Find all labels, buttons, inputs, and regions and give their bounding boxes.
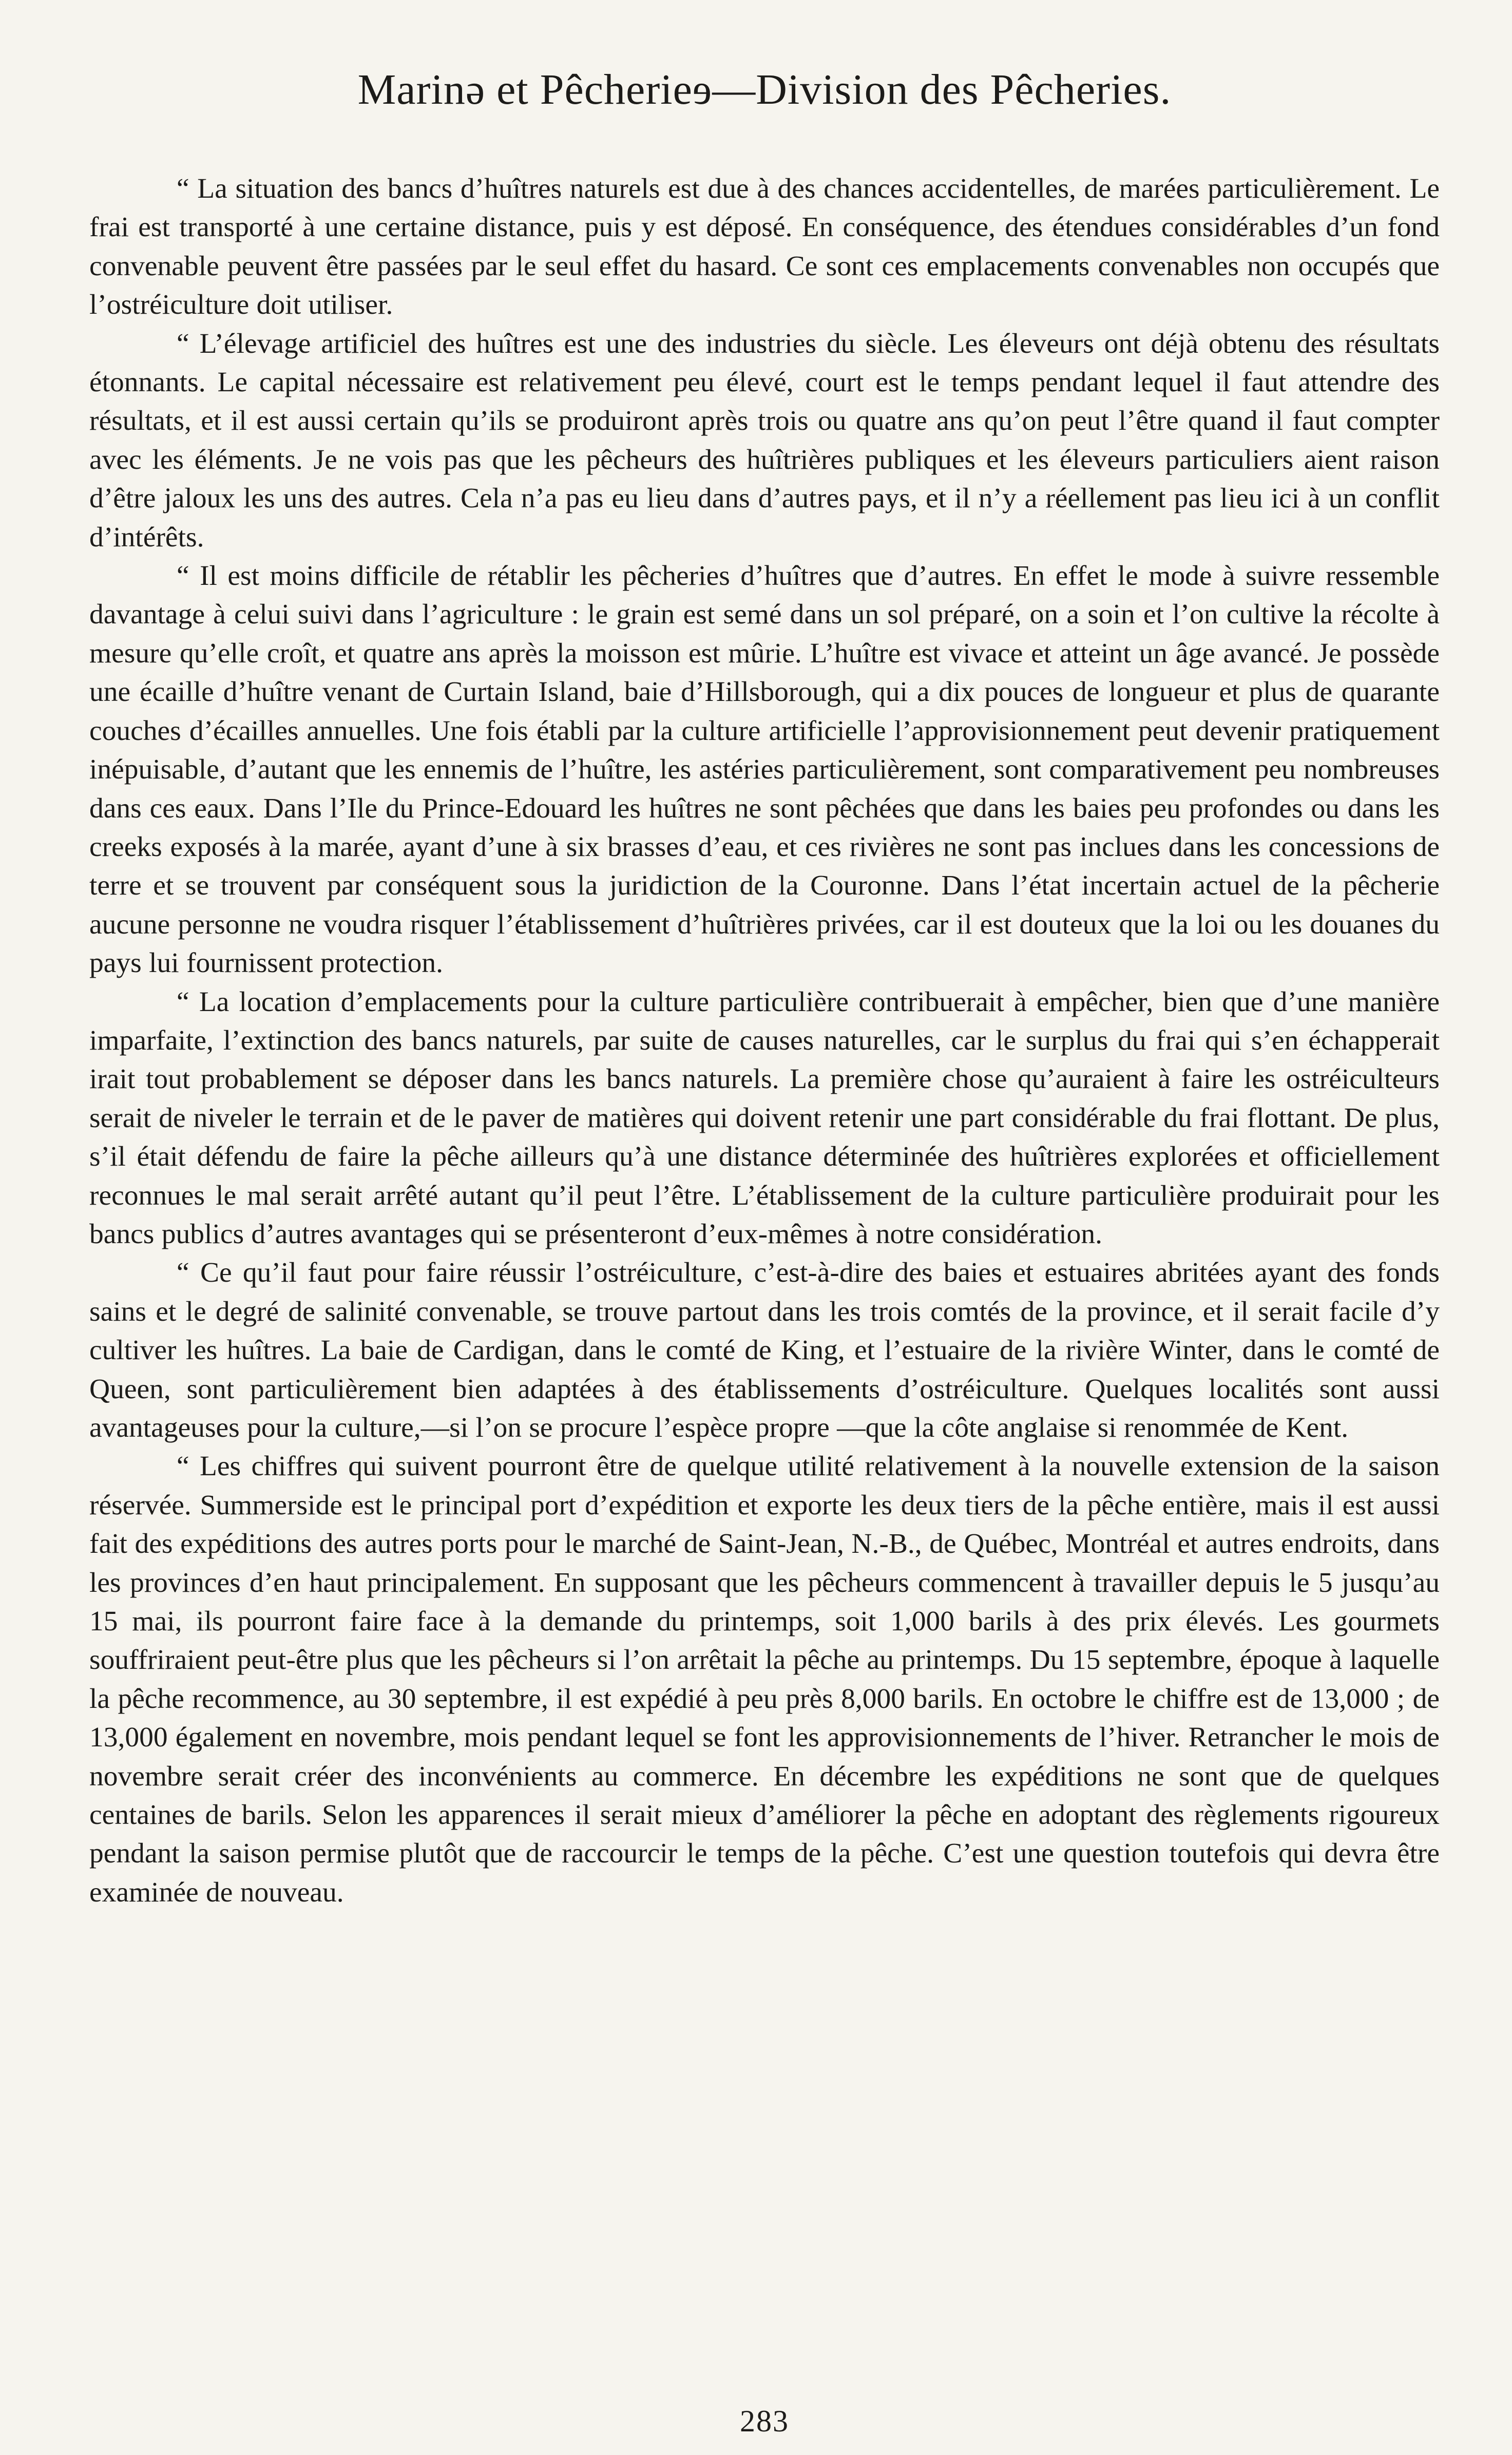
page [89,62,1440,2438]
paragraph-2: “ L’élevage artificiel des huîtres est une des industries du siècle. Les éleveurs ont déjà obtenu des résultats étonnants. Le capital nécessaire est relativement peu élevé, court est le temps pendant lequel il faut attendre des résultats, et il est aussi certain qu’ils se produiront après trois ou quatre ans qu’on peut l’être quand il faut compter avec les éléments. Je ne vois pas que les pêcheurs des huîtrières publiques et les éleveurs particuliers aient raison d’être jaloux les uns des autres. Cela n’a pas eu lieu dans d’autres pays, et il n’y a réellement pas lieu ici à un conflit d’intérêts. [89,328,1440,553]
page-number: 283 [740,2404,789,2438]
paragraph-4: “ La location d’emplacements pour la culture particulière contribuerait à empêcher, bien que d’une manière imparfaite, l’extinction des bancs naturels, par suite de causes naturelles, car le surplus du frai qui s’en échapperait irait tout probablement se déposer dans les bancs naturels. La première chose qu’auraient à faire les ostréiculteurs serait de niveler le terrain et de le paver de matières qui doivent retenir une part considérable du frai flottant. De plus, s’il était défendu de faire la pêche ailleurs qu’à une distance déterminée des huîtrières explorées et officiellement reconnues le mal serait arrêté autant qu’il peut l’être. L’établissement de la culture particulière produirait pour les bancs publics d’autres avantages qui se présenteront d’eux-mêmes à notre considération. [89,986,1440,1250]
paragraph-3: “ Il est moins difficile de rétablir les pêcheries d’huîtres que d’autres. En effet le mode à suivre ressemble davantage à celui suivi dans l’agriculture : le grain est semé dans un sol préparé, on a soin et l’on cultive la récolte à mesure qu’elle croît, et quatre ans après la moisson est mûrie. L’huître est vivace et atteint un âge avancé. Je possède une écaille d’huître venant de Curtain Island, baie d’Hillsborough, qui a dix pouces de longueur et plus de quarante couches d’écailles annuelles. Une fois établi par la culture artificielle l’approvisionnement peut devenir pratiquement inépuisable, d’autant que les ennemis de l’huître, les astéries particulièrement, sont comparativement peu nombreuses dans ces eaux. Dans l’Ile du Prince-Edouard les huîtres ne sont pêchées que dans les baies peu profondes ou dans les creeks exposés à la marée, ayant d’une à six brasses d’eau, et ces rivières ne sont pas inclues dans les concessions de terre et se trouvent par conséquent sous la juridiction de la Couronne. Dans l’état incertain actuel de la pêcherie aucune personne ne voudra risquer l’établissement d’huîtrières privées, car il est douteux que la loi ou les douanes du pays lui fournissent protection. [89,560,1440,979]
paragraph-5: “ Ce qu’il faut pour faire réussir l’ostréiculture, c’est-à-dire des baies et estuaires abritées ayant des fonds sains et le degré de salinité convenable, se trouve partout dans les trois comtés de la province, et il serait facile d’y cultiver les huîtres. La baie de Cardigan, dans le comté de King, et l’estuaire de la rivière Winter, dans le comté de Queen, sont particulièrement bien adaptées à des établissements d’ostréiculture. Quelques localités sont aussi avantageuses pour la culture,—si l’on se procure l’espèce propre —que la côte anglaise si renommée de Kent. [89,1257,1440,1443]
paragraph-6: “ Les chiffres qui suivent pourront être de quelque utilité relativement à la nouvelle extension de la saison réservée. Summerside est le principal port d’expédition et exporte les deux tiers de la pêche entière, mais il est aussi fait des expéditions des autres ports pour le marché de Saint-Jean, N.-B., de Québec, Montréal et autres endroits, dans les provinces d’en haut principalement. En supposant que les pêcheurs commencent à travailler depuis le 5 jusqu’au 15 mai, ils pourront faire face à la demande du printemps, soit 1,000 barils à des prix élevés. Les gourmets souffriraient peut-être plus que les pêcheurs si l’on arrêtait la pêche au printemps. Du 15 septembre, époque à laquelle la pêche recommence, au 30 septembre, il est expédié à peu près 8,000 barils. En octobre le chiffre est de 13,000 ; de 13,000 également en novembre, mois pendant lequel se font les approvisionnements de l’hiver. Retrancher le mois de novembre serait créer des inconvénients au commerce. En décembre les expéditions ne sont que de quelques centaines de barils. Selon les apparences il serait mieux d’améliorer la pêche en adoptant des règlements rigoureux pendant la saison permise plutôt que de raccourcir le temps de la pêche. C’est une question toutefois qui devra être examinée de nouveau. [89,1451,1440,1908]
paragraph-1: “ La situation des bancs d’huîtres naturels est due à des chances accidentelles, de marées particulièrement. Le frai est transporté à une certaine distance, puis y est déposé. En conséquence, des étendues considérables d’un fond convenable peuvent être passées par le seul effet du hasard. Ce sont ces emplacements convenables non occupés que l’ostréiculture doit utiliser. [89,173,1440,321]
body-text [89,169,1440,1912]
running-title: Marinə et Pêcherieɘ—Division des Pêcheries. [357,66,1172,113]
